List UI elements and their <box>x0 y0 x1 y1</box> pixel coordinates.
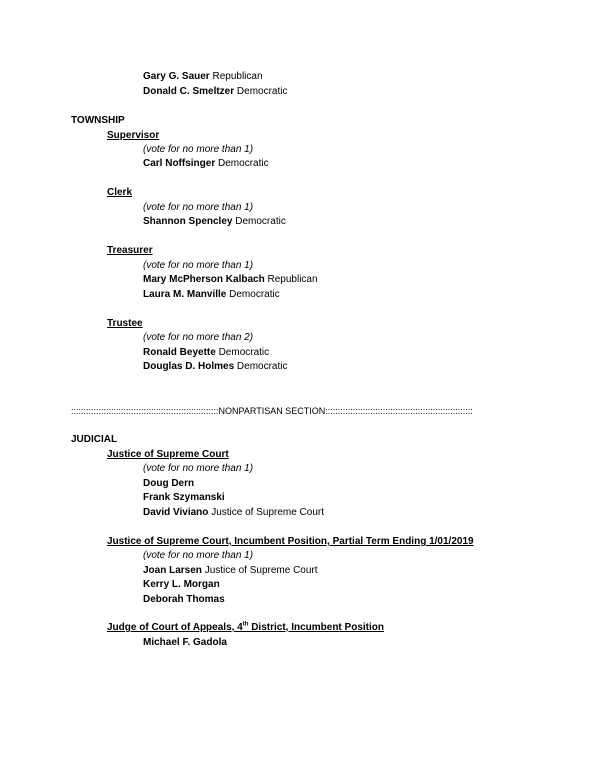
candidate-line <box>143 637 227 649</box>
office-title: Clerk <box>107 187 133 198</box>
candidate-name: Joan Larsen <box>143 565 202 576</box>
candidate-party: Justice of Supreme Court <box>211 507 325 518</box>
candidate-name: Donald C. Smeltzer <box>143 86 235 97</box>
candidate-line <box>143 289 280 301</box>
candidate-name: Deborah Thomas <box>143 594 225 605</box>
office-title: Supervisor <box>107 130 160 141</box>
candidate-party: Justice of Supreme Court <box>204 565 318 576</box>
candidate-name: Michael F. Gadola <box>143 637 227 648</box>
office-title-main: Judge of Court of Appeals, 4 <box>107 622 243 633</box>
office-title-rest: District, Incumbent Position <box>248 622 384 633</box>
candidate-line <box>143 71 263 83</box>
office-title: Trustee <box>107 318 143 329</box>
candidate-party: Democratic <box>236 86 288 97</box>
candidate-line <box>143 507 324 519</box>
vote-note: (vote for no more than 1) <box>143 550 254 561</box>
office-title: Justice of Supreme Court <box>107 449 229 460</box>
nonpartisan-section-separator: :::::::::::::::::::::::::::::::::::::::::::::::::::::::::::NONPARTISAN SECTION::::::::::::::::::::::::::::::::::::::::::::::::::::::::::: <box>71 406 473 416</box>
candidate-name: Ronald Beyette <box>143 347 216 358</box>
candidate-line <box>143 347 269 359</box>
candidate-party: Democratic <box>218 158 269 169</box>
candidate-line <box>143 216 286 228</box>
candidate-name: Frank Szymanski <box>143 492 225 503</box>
candidate-party: Republican <box>212 71 263 82</box>
office-title: Justice of Supreme Court, Incumbent Position, Partial Term Ending 1/01/2019 <box>107 536 474 547</box>
candidate-line <box>143 361 288 373</box>
vote-note: (vote for no more than 1) <box>143 260 254 271</box>
candidate-party: Democratic <box>218 347 270 358</box>
vote-note: (vote for no more than 1) <box>143 144 254 155</box>
vote-note: (vote for no more than 1) <box>143 463 254 474</box>
candidate-line <box>143 158 269 170</box>
office-title <box>107 622 384 634</box>
candidate-name: Mary McPherson Kalbach <box>143 274 265 285</box>
candidate-party: Democratic <box>236 361 288 372</box>
candidate-name: Kerry L. Morgan <box>143 579 220 590</box>
candidate-line <box>143 492 225 504</box>
office-title: Treasurer <box>107 245 153 256</box>
section-heading-judicial: JUDICIAL <box>71 434 118 445</box>
candidate-line <box>143 579 220 591</box>
office-title-superscript: th <box>242 621 249 628</box>
candidate-party: Democratic <box>229 289 280 300</box>
vote-note: (vote for no more than 1) <box>143 202 254 213</box>
candidate-line <box>143 565 318 577</box>
candidate-name: Doug Dern <box>143 478 195 489</box>
candidate-party: Republican <box>267 274 318 285</box>
candidate-name: Laura M. Manville <box>143 289 227 300</box>
candidate-party: Democratic <box>235 216 286 227</box>
candidate-name: Carl Noffsinger <box>143 158 216 169</box>
candidate-line <box>143 594 225 606</box>
candidate-name: Gary G. Sauer <box>143 71 210 82</box>
section-heading-township: TOWNSHIP <box>71 115 125 126</box>
candidate-name: Shannon Spencley <box>143 216 233 227</box>
candidate-line <box>143 274 318 286</box>
candidate-name: Douglas D. Holmes <box>143 361 235 372</box>
candidate-name: David Viviano <box>143 507 209 518</box>
candidate-line <box>143 478 194 490</box>
candidate-line <box>143 86 288 98</box>
vote-note: (vote for no more than 2) <box>143 332 254 343</box>
